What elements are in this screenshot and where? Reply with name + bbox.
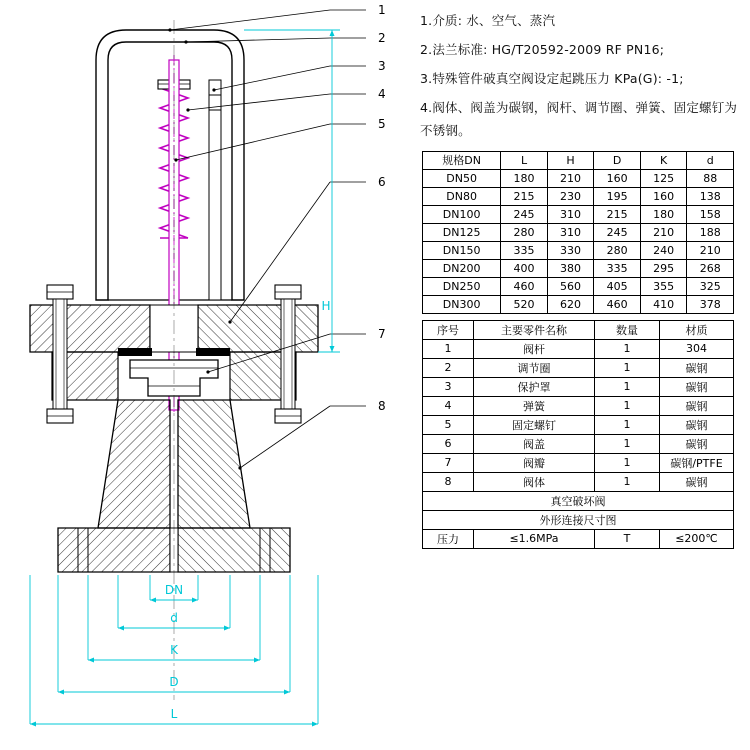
drawing-title-row-1	[423, 491, 734, 510]
table-row	[423, 205, 734, 223]
cell: 固定螺钉	[474, 415, 595, 434]
cell: 195	[594, 187, 641, 205]
cell: 7	[423, 453, 474, 472]
cell: 210	[640, 223, 687, 241]
cell: 180	[501, 169, 548, 187]
cell: 188	[687, 223, 734, 241]
leader-number-4: 4	[378, 87, 386, 101]
cell: 碳钢/PTFE	[660, 453, 734, 472]
table-row	[423, 472, 734, 491]
parts-header-row	[423, 320, 734, 339]
cell: 8	[423, 472, 474, 491]
table-row	[423, 223, 734, 241]
pressure-temperature-row	[423, 529, 734, 548]
dimension-label-d-big: D	[169, 675, 179, 689]
cell: 160	[640, 187, 687, 205]
table-row	[423, 169, 734, 187]
note-1: 1.介质: 水、空气、蒸汽	[420, 13, 556, 28]
temperature-value: ≤200℃	[660, 529, 734, 548]
table-row	[423, 434, 734, 453]
col-header-k: K	[640, 151, 687, 169]
drawing-title-row-2	[423, 510, 734, 529]
cell: 碳钢	[660, 396, 734, 415]
cell: 520	[501, 295, 548, 313]
cell: 1	[595, 377, 660, 396]
cell: 180	[640, 205, 687, 223]
table-row	[423, 339, 734, 358]
leader-number-7: 7	[378, 327, 386, 341]
cell: DN150	[423, 241, 501, 259]
cell: 1	[595, 358, 660, 377]
table-row	[423, 187, 734, 205]
cell: DN80	[423, 187, 501, 205]
cell: 210	[547, 169, 594, 187]
cell: 158	[687, 205, 734, 223]
cell: 阀体	[474, 472, 595, 491]
leader-number-6: 6	[378, 175, 386, 189]
cell: 阀瓣	[474, 453, 595, 472]
cell: 调节圈	[474, 358, 595, 377]
cell: 380	[547, 259, 594, 277]
drawing-geometry	[30, 20, 318, 700]
temperature-label: T	[595, 529, 660, 548]
cell: 620	[547, 295, 594, 313]
cell: 335	[594, 259, 641, 277]
cell: 310	[547, 205, 594, 223]
cell: 215	[501, 187, 548, 205]
table-row	[423, 396, 734, 415]
cell: 304	[660, 339, 734, 358]
specifications-panel	[412, 0, 750, 750]
col-header-h: H	[547, 151, 594, 169]
table-row	[423, 377, 734, 396]
cell: DN300	[423, 295, 501, 313]
note-4: 4.阀体、阀盖为碳钢，阀杆、调节圈、弹簧、固定螺钉为	[420, 100, 738, 116]
col-header-index: 序号	[423, 320, 474, 339]
cell: 保护罩	[474, 377, 595, 396]
cell: 碳钢	[660, 377, 734, 396]
table-row	[423, 415, 734, 434]
cell: 125	[640, 169, 687, 187]
cell: 245	[501, 205, 548, 223]
cell: 240	[640, 241, 687, 259]
cell: 3	[423, 377, 474, 396]
pressure-value: ≤1.6MPa	[474, 529, 595, 548]
col-header-partname: 主要零件名称	[474, 320, 595, 339]
cell: 碳钢	[660, 434, 734, 453]
table-row	[423, 241, 734, 259]
note-2: 2.法兰标准: HG/T20592-2009 RF PN16;	[420, 42, 665, 58]
cell: 210	[687, 241, 734, 259]
cell: 330	[547, 241, 594, 259]
cell: 325	[687, 277, 734, 295]
cell: 1	[595, 339, 660, 358]
cell: 460	[501, 277, 548, 295]
col-header-dn: 规格DN	[423, 151, 501, 169]
cell: 335	[501, 241, 548, 259]
cell: 410	[640, 295, 687, 313]
note-4-continued: 不锈钢。	[420, 122, 471, 138]
dimension-label-h: H	[321, 299, 331, 313]
cell: 1	[595, 415, 660, 434]
cell: DN250	[423, 277, 501, 295]
dimension-label-k: K	[170, 643, 178, 657]
table-header-row	[423, 151, 734, 169]
cell: 215	[594, 205, 641, 223]
cell: DN100	[423, 205, 501, 223]
dimension-label-l: L	[170, 707, 178, 721]
cell: 460	[594, 295, 641, 313]
cell: 378	[687, 295, 734, 313]
cell: 1	[595, 453, 660, 472]
notes-list	[412, 0, 750, 140]
cell: 230	[547, 187, 594, 205]
table-row	[423, 277, 734, 295]
cell: 碳钢	[660, 415, 734, 434]
table-row	[423, 295, 734, 313]
cell: 1	[595, 472, 660, 491]
cell: 5	[423, 415, 474, 434]
pressure-label: 压力	[423, 529, 474, 548]
cell: 阀杆	[474, 339, 595, 358]
col-header-qty: 数量	[595, 320, 660, 339]
cell: 295	[640, 259, 687, 277]
cell: 碳钢	[660, 472, 734, 491]
leader-number-5: 5	[378, 117, 386, 131]
cell: 280	[501, 223, 548, 241]
parts-list-table	[422, 320, 734, 549]
dimension-table	[422, 151, 734, 314]
cell: 245	[594, 223, 641, 241]
dimension-label-d-small: d	[170, 611, 178, 625]
cell: 碳钢	[660, 358, 734, 377]
cell: 1	[595, 434, 660, 453]
cell: 280	[594, 241, 641, 259]
col-header-material: 材质	[660, 320, 734, 339]
cell: 400	[501, 259, 548, 277]
cell: 355	[640, 277, 687, 295]
leader-number-3: 3	[378, 59, 386, 73]
cell: 88	[687, 169, 734, 187]
col-header-l: L	[501, 151, 548, 169]
table-row	[423, 358, 734, 377]
cell: 405	[594, 277, 641, 295]
cell: 2	[423, 358, 474, 377]
cell: DN200	[423, 259, 501, 277]
col-header-dsmall: d	[687, 151, 734, 169]
cell: 阀盖	[474, 434, 595, 453]
cell: 138	[687, 187, 734, 205]
note-3: 3.特殊管件破真空阀设定起跳压力 KPa(G): -1;	[420, 71, 684, 87]
dimension-label-dn: DN	[164, 583, 184, 597]
leader-number-8: 8	[378, 399, 386, 413]
drawing-title-line-2: 外形连接尺寸图	[423, 510, 734, 529]
cell: DN50	[423, 169, 501, 187]
table-row	[423, 259, 734, 277]
col-header-d: D	[594, 151, 641, 169]
drawing-title-line-1: 真空破坏阀	[423, 491, 734, 510]
cell: 310	[547, 223, 594, 241]
cell: DN125	[423, 223, 501, 241]
leader-number-2: 2	[378, 31, 386, 45]
leader-number-1: 1	[378, 3, 386, 17]
cell: 6	[423, 434, 474, 453]
cell: 160	[594, 169, 641, 187]
cell: 1	[423, 339, 474, 358]
cell: 1	[595, 396, 660, 415]
cell: 268	[687, 259, 734, 277]
cell: 4	[423, 396, 474, 415]
cell: 560	[547, 277, 594, 295]
table-row	[423, 453, 734, 472]
cell: 弹簧	[474, 396, 595, 415]
